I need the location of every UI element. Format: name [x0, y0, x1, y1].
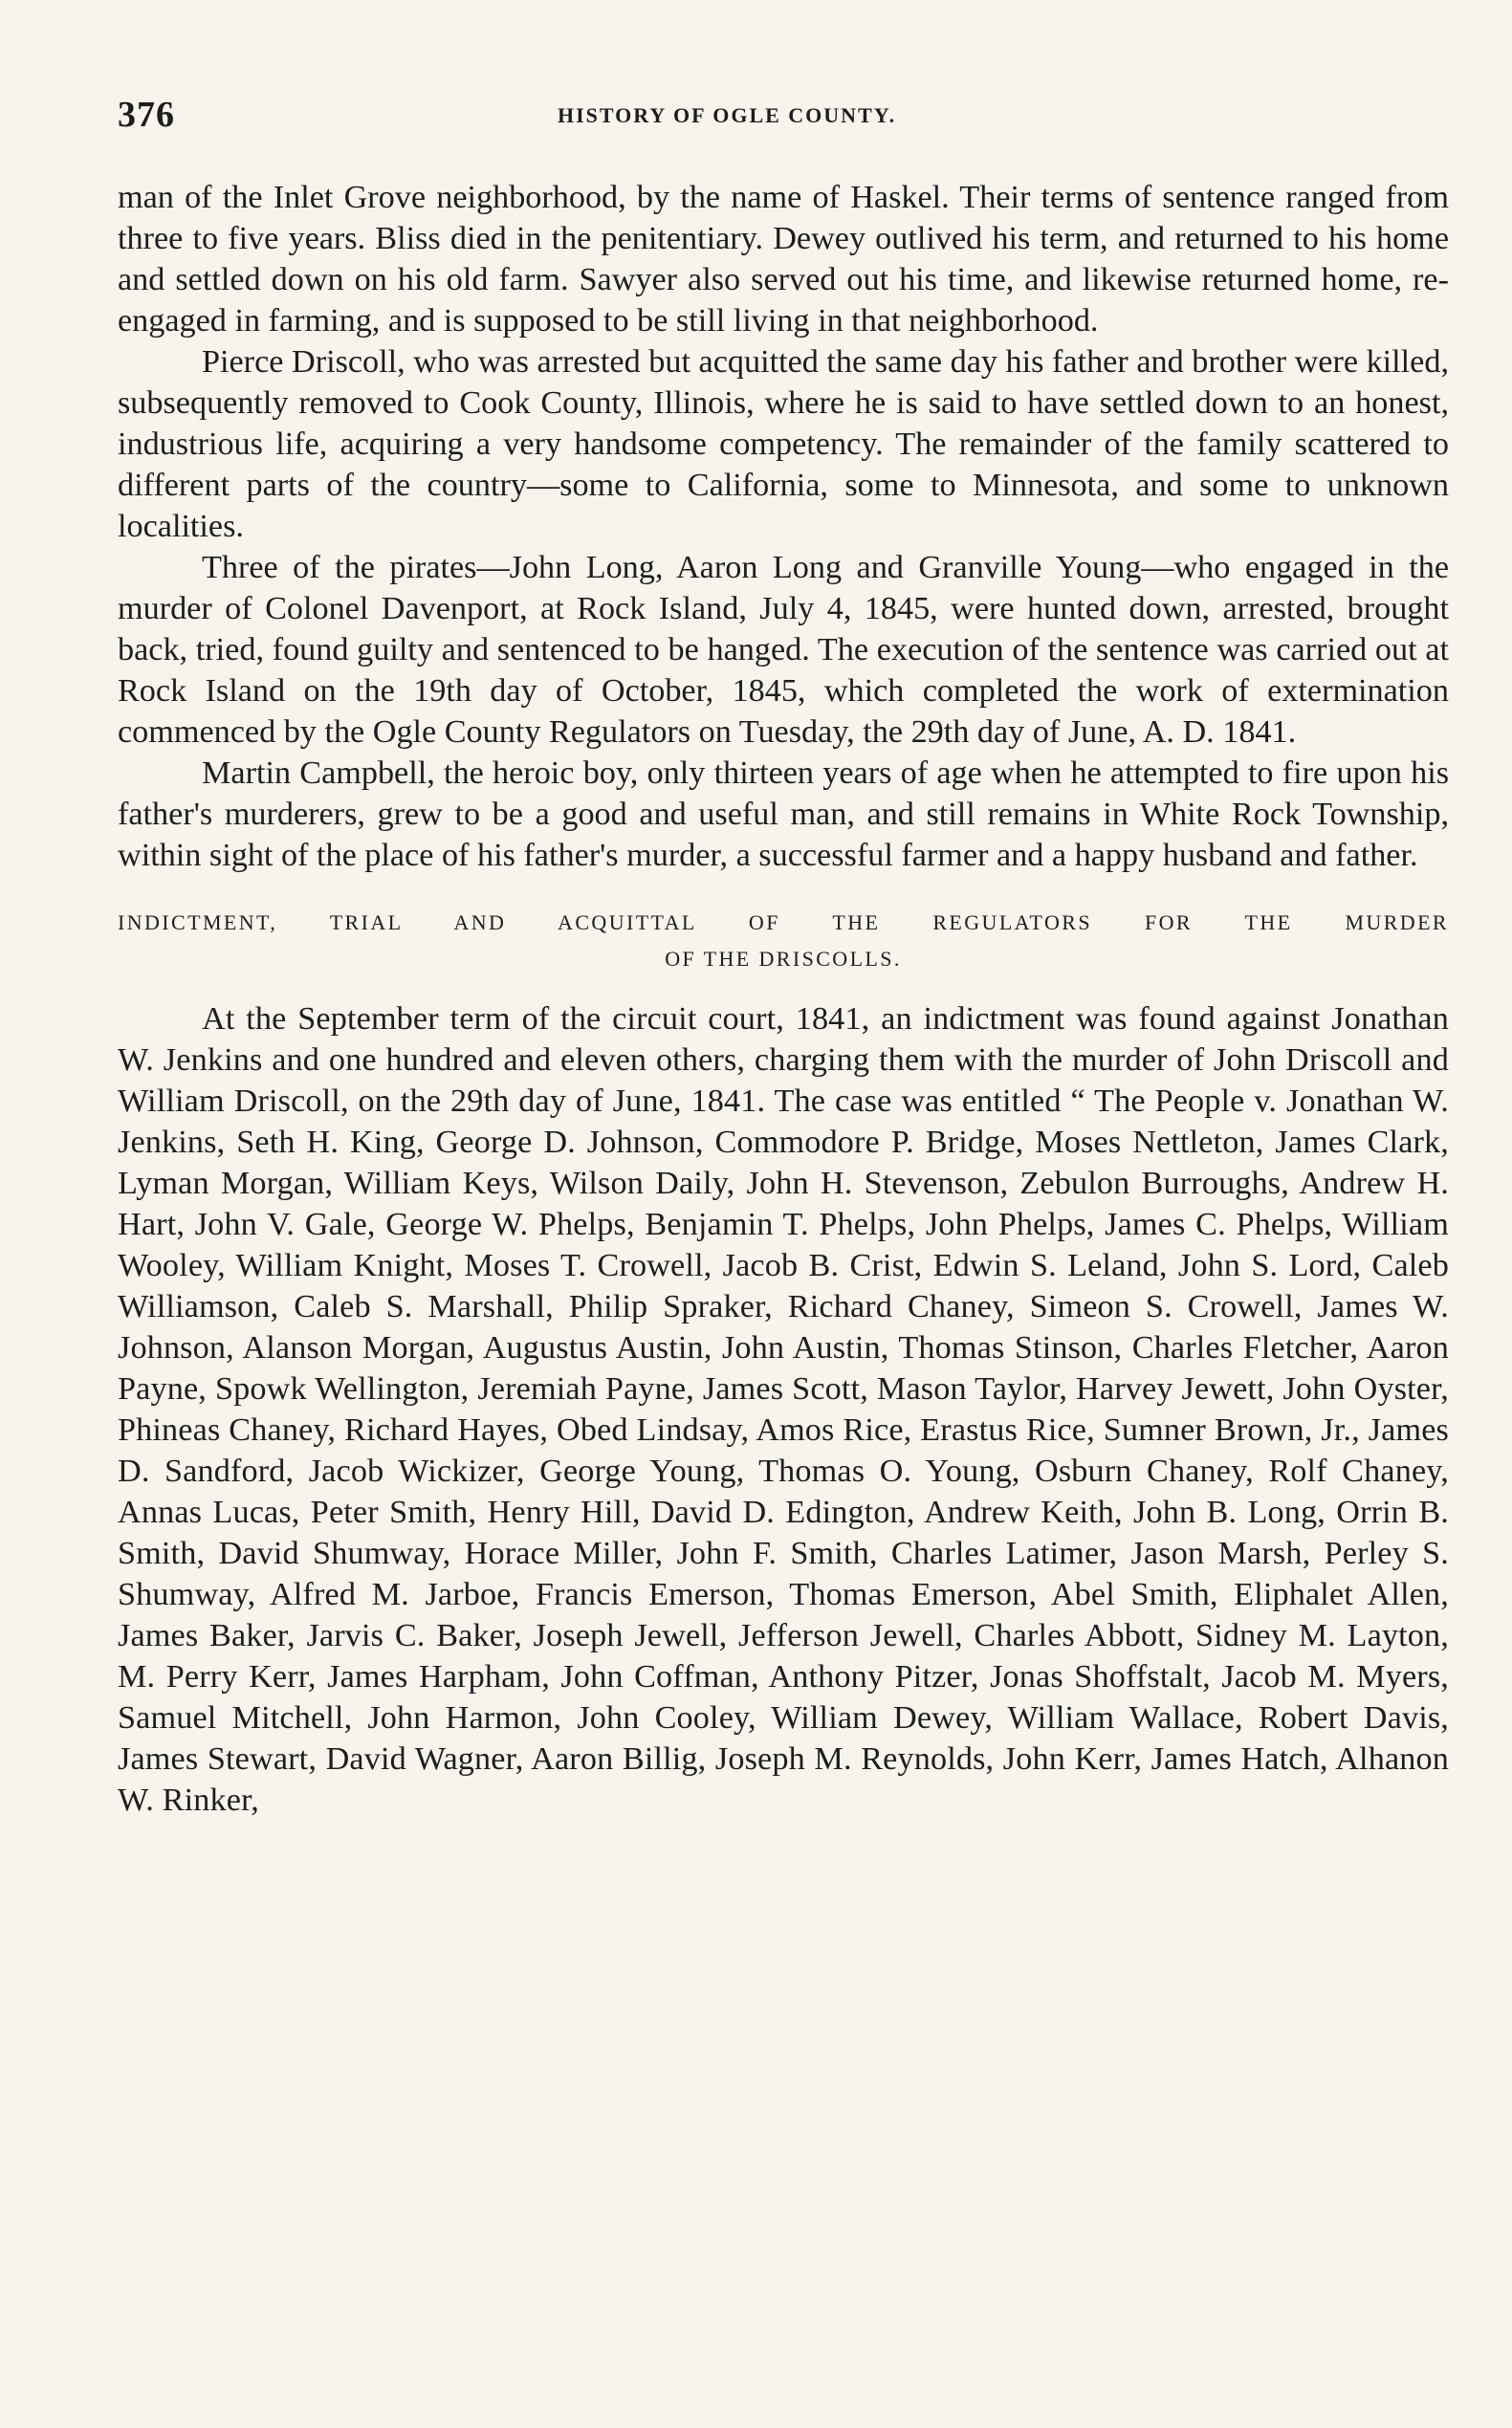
paragraph-pierce-driscoll: Pierce Driscoll, who was arrested but acquitted the same day his father and brother were killed, subsequently removed to Cook County, Illinois, where he is said to have settled down to an honest, industrious life, acquiring a very handsome competency. The remainder of the family scattered to different parts of the country—some to California, some to Minnesota, and some to unknown localities. [118, 344, 1449, 544]
running-title: HISTORY OF OGLE COUNTY. [558, 103, 897, 127]
section-body [118, 998, 1449, 1821]
paragraph-indictment: At the September term of the circuit court, 1841, an indictment was found against Jonathan W. Jenkins and one hundred and eleven others, charging them with the murder of John Driscoll and William Driscoll, on the 29th day of June, 1841. The case was entitled “ The People v. Jonathan W. Jenkins, Seth H. King, George D. Johnson, Commodore P. Bridge, Moses Nettleton, James Clark, Lyman Morgan, William Keys, Wilson Daily, John H. Stevenson, Zebulon Burroughs, Andrew H. Hart, John V. Gale, George W. Phelps, Benjamin T. Phelps, John Phelps, James C. Phelps, William Wooley, William Knight, Moses T. Crowell, Jacob B. Crist, Edwin S. Leland, John S. Lord, Caleb Williamson, Caleb S. Marshall, Philip Spraker, Richard Chaney, Simeon S. Crowell, James W. Johnson, Alanson Morgan, Augustus Austin, John Austin, Thomas Stinson, Charles Fletcher, Aaron Payne, Spowk Wellington, Jeremiah Payne, James Scott, Mason Taylor, Harvey Jewett, John Oyster, Phineas Chaney, Richard Hayes, Obed Lindsay, Amos Rice, Erastus Rice, Sumner Brown, Jr., James D. Sandford, Jacob Wickizer, George Young, Thomas O. Young, Osburn Chaney, Rolf Chaney, Annas Lucas, Peter Smith, Henry Hill, David D. Edington, Andrew Keith, John B. Long, Orrin B. Smith, David Shumway, Horace Miller, John F. Smith, Charles Latimer, Jason Marsh, Perley S. Shumway, Alfred M. Jarboe, Francis Emerson, Thomas Emerson, Abel Smith, Eliphalet Allen, James Baker, Jarvis C. Baker, Joseph Jewell, Jefferson Jewell, Charles Abbott, Sidney M. Layton, M. Perry Kerr, James Harpham, John Coffman, Anthony Pitzer, Jonas Shoffstalt, Jacob M. Myers, Samuel Mitchell, John Harmon, John Cooley, William Dewey, William Wallace, Robert Davis, James Stewart, David Wagner, Aaron Billig, Joseph M. Reynolds, John Kerr, James Hatch, Alhanon W. Rinker, [118, 1001, 1449, 1818]
running-head [118, 94, 1449, 142]
paragraph-continued: man of the Inlet Grove neighborhood, by the name of Haskel. Their terms of sentence ranged from three to five years. Bliss died in the penitentiary. Dewey outlived his term, and returned to his home and settled down on his old farm. Sawyer also served out his time, and likewise returned home, re-engaged in farming, and is supposed to be still living in that neighborhood. [118, 180, 1449, 339]
paragraph-martin-campbell: Martin Campbell, the heroic boy, only thirteen years of age when he attempted to fire upon his father's murderers, grew to be a good and useful man, and still remains in White Rock Township, within sight of the place of his father's murder, a successful farmer and a happy husband and father. [118, 755, 1449, 873]
section-heading-line-1: INDICTMENT, TRIAL AND ACQUITTAL OF THE REGULATORS FOR THE MURDER [118, 910, 1449, 934]
paragraph-pirates: Three of the pirates—John Long, Aaron Long and Granville Young—who engaged in the murder of Colonel Davenport, at Rock Island, July 4, 1845, were hunted down, arrested, brought back, tried, found guilty and sentenced to be hanged. The execution of the sentence was carried out at Rock Island on the 19th day of October, 1845, which completed the work of extermination commenced by the Ogle County Regulators on Tuesday, the 29th day of June, A. D. 1841. [118, 550, 1449, 750]
page-number: 376 [118, 95, 175, 135]
body-text [118, 177, 1449, 1821]
section-heading-line-2: OF THE DRISCOLLS. [665, 947, 902, 971]
section-heading [118, 905, 1449, 977]
